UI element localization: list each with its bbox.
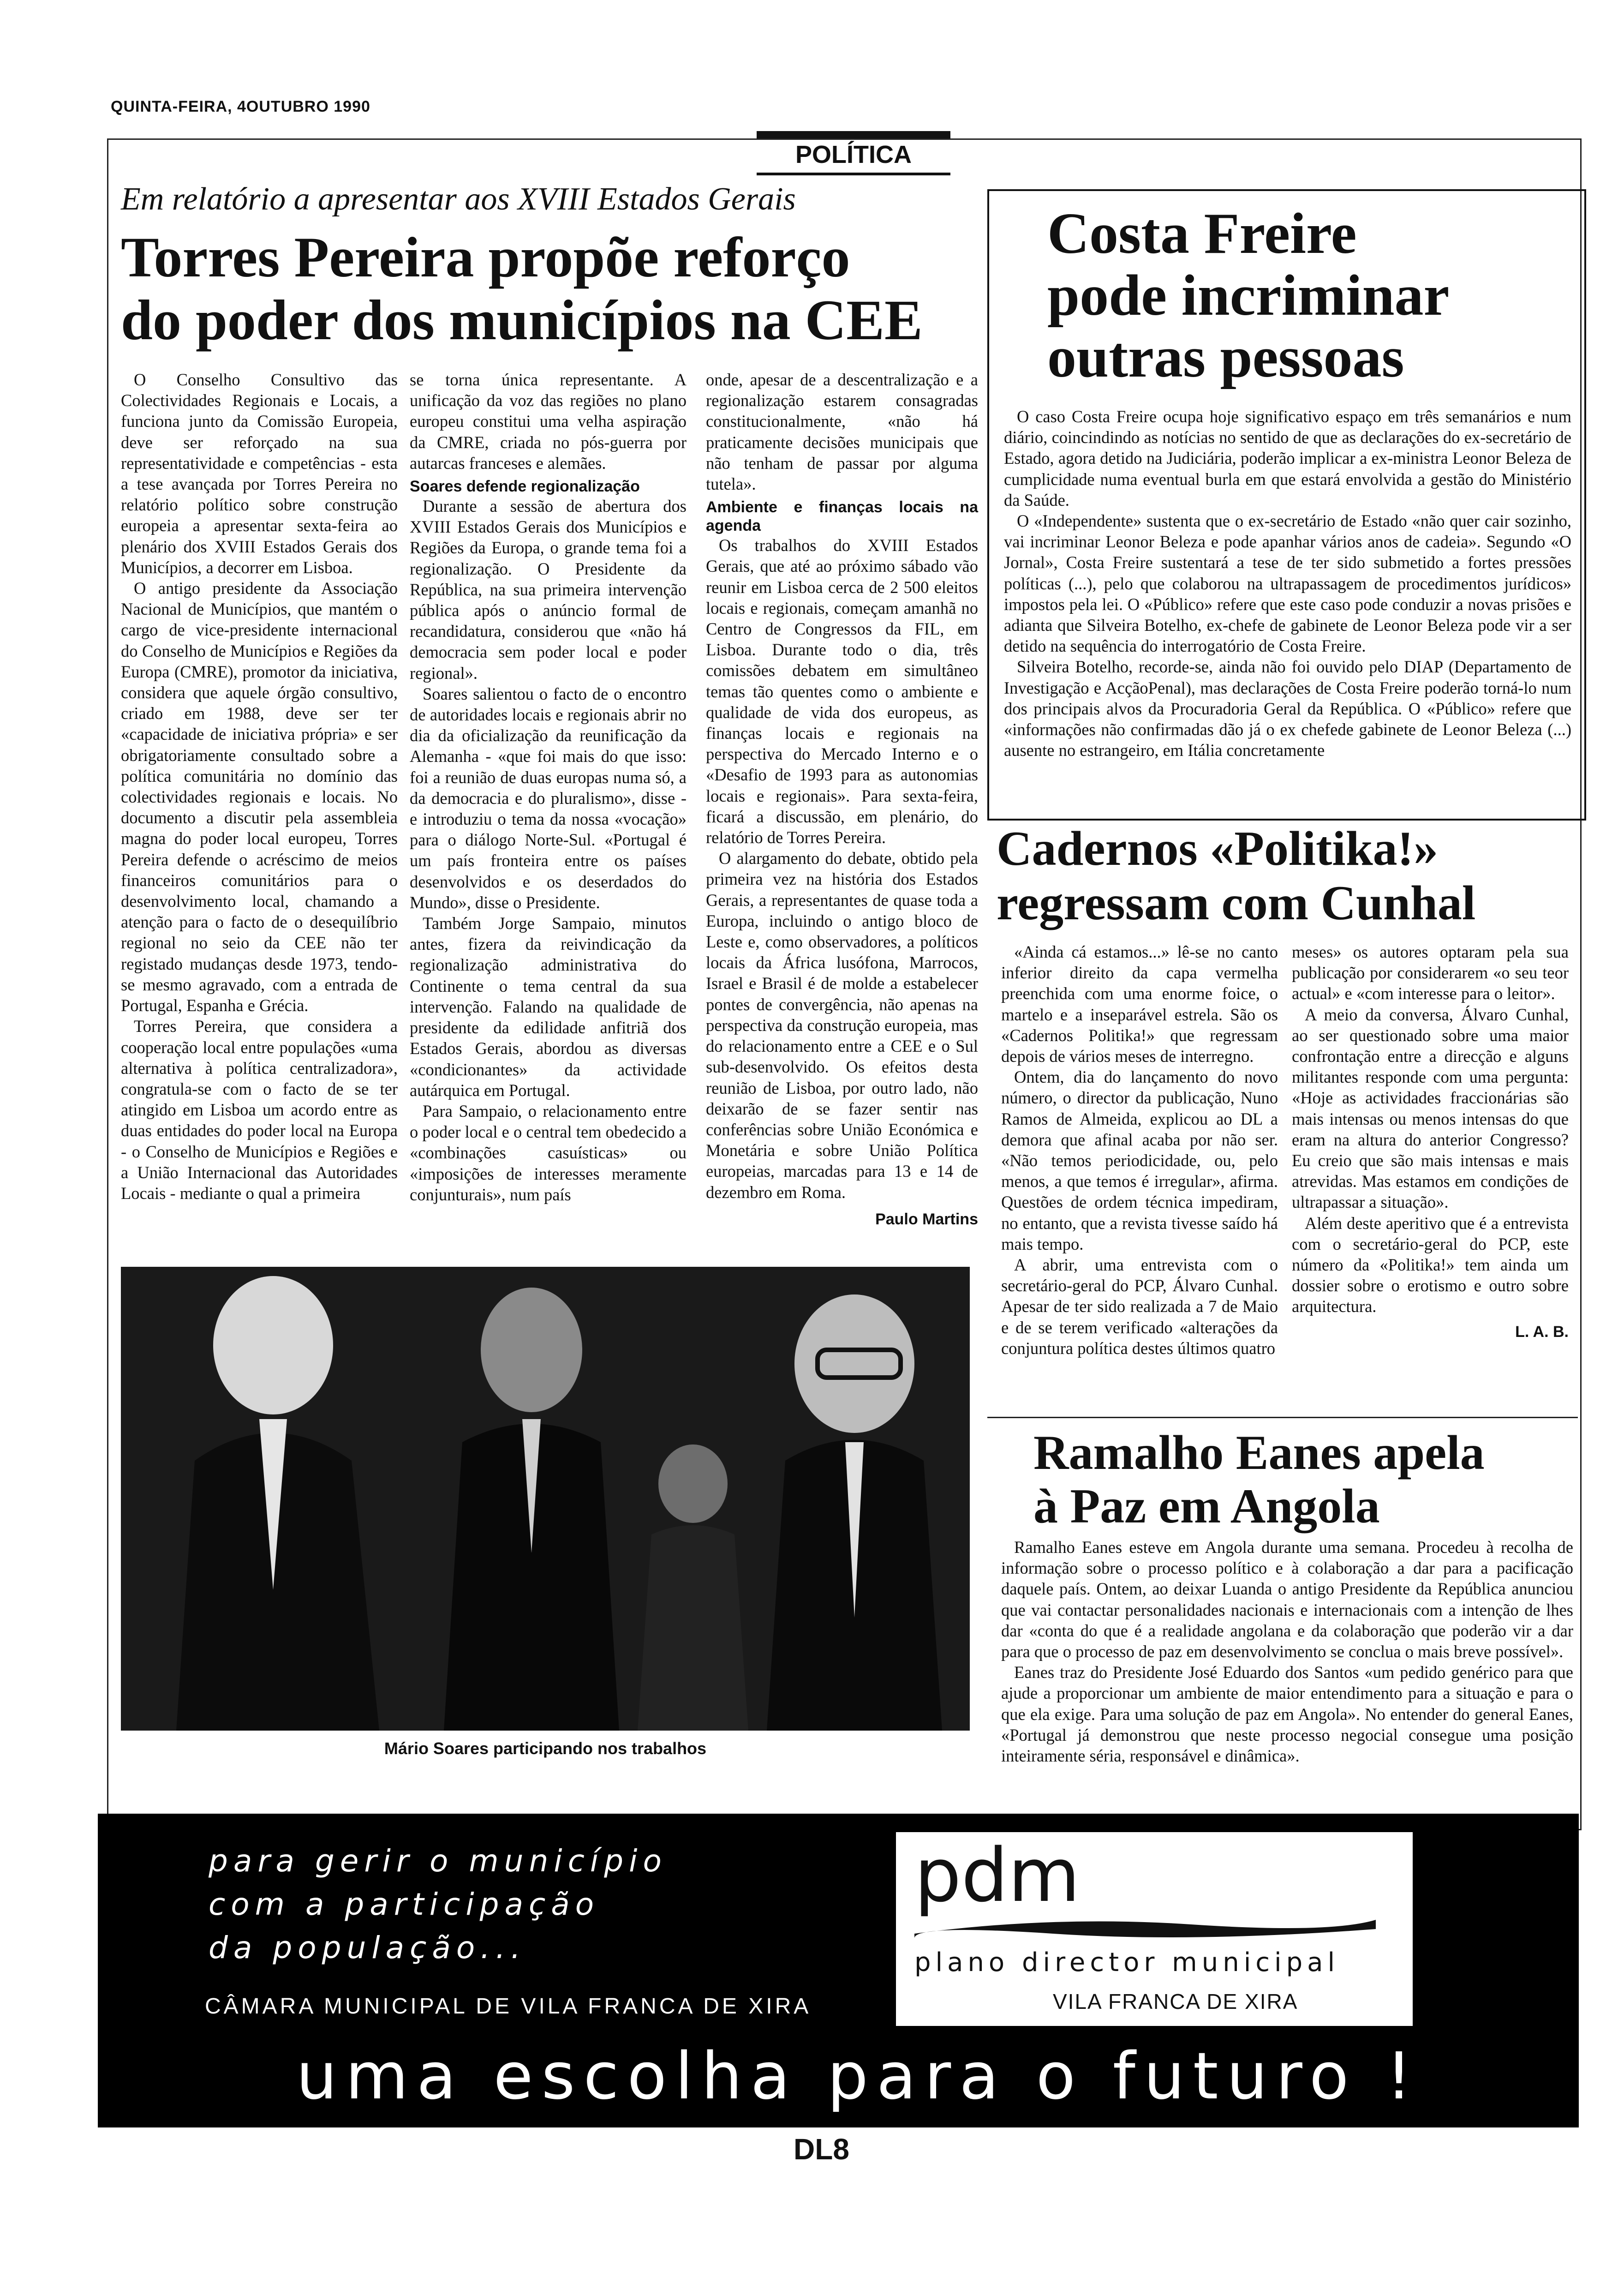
costa-headline bbox=[1047, 203, 1449, 389]
ad-line2: com a participação bbox=[209, 1887, 600, 1922]
paragraph: Ontem, dia do lançamento do novo número, o director da publicação, Nuno Ramos de Almeida, explicou ao DL a demora que afinal acaba por não ser. «Não temos periodicidade, ou, pelo menos, a que temos é irregular», afirma. Questões de ordem técnica impediram, no entanto, que a revista tivesse saído há mais tempo. bbox=[1001, 1067, 1278, 1253]
paragraph: meses» os autores optaram pela sua publicação por considerarem «o seu teor actual» e «com interesse para o leitor». bbox=[1292, 942, 1569, 1003]
paragraph: Torres Pereira, que considera a cooperação local entre populações «uma alternativa à política centralizadora», congratula-se com o facto de se ter atingido em Lisboa um acordo entre as duas entidades do poder local na Europa - o Conselho de Municípios e Regiões e a União Internacional das Autoridades Locais - mediante o qual a primeira bbox=[121, 1017, 398, 1203]
subheading: Soares defende regionalização bbox=[410, 478, 640, 496]
cadernos-headline bbox=[997, 821, 1475, 930]
section-label: POLÍTICA bbox=[795, 141, 912, 168]
cadernos-headline-line1: Cadernos «Politika!» bbox=[997, 821, 1438, 875]
main-headline-line2: do poder dos municípios na CEE bbox=[121, 288, 923, 352]
paragraph: Também Jorge Sampaio, minutos antes, fizera da reivindicação da regionalização administrativa do Continente o tema central da sua intervenção. Falando na qualidade de presidente da edilidade anfitriã dos Estados Gerais, abordou as diversas «condicionantes» da actividade autárquica em Portugal. bbox=[410, 914, 687, 1100]
photo-caption: Mário Soares participando nos trabalhos bbox=[384, 1739, 707, 1758]
byline: Paulo Martins bbox=[875, 1210, 978, 1228]
paragraph: Além deste aperitivo que é a entrevista com o secretário-geral do PCP, este número da «Politika!» tem ainda um dossier sobre o erotismo e outro sobre arquitectura. bbox=[1292, 1213, 1569, 1316]
paragraph: onde, apesar de a descentralização e a regionalização estarem consagradas constitucionalmente, «não há praticamente decisões municipais que não tenham de passar por alguma tutela». bbox=[706, 370, 978, 494]
main-col-1 bbox=[121, 369, 398, 1204]
paragraph: Eanes traz do Presidente José Eduardo dos Santos «um pedido genérico para que ajude a proporcionar um ambiente de maior entendimento para a situação e para o que ela exige. Para uma solução de paz em Angola». No entender do general Eanes, «Portugal já demonstrou que neste processo negocial consegue uma posição inteiramente séria, responsável e dinâmica». bbox=[1001, 1663, 1573, 1766]
paragraph: O Conselho Consultivo das Colectividades Regionais e Locais, a funciona junto da Comissão Europeia, deve ser reforçado na sua representatividade e competências - esta a tese avançada por Torres Pereira no relatório político sobre construção europeia a apresentar sexta-feira ao plenário dos XVIII Estados Gerais dos Municípios, a decorrer em Lisboa. bbox=[121, 370, 398, 577]
photo-people-illustration bbox=[121, 1267, 970, 1731]
cadernos-col-2 bbox=[1292, 941, 1569, 1342]
paragraph: A abrir, uma entrevista com o secretário-geral do PCP, Álvaro Cunhal. Apesar de ter sido realizada a 7 de Maio e de se terem verificado «alterações da conjuntura política destes últimos quatro bbox=[1001, 1255, 1278, 1358]
ramalho-headline bbox=[1033, 1426, 1485, 1533]
paragraph: O alargamento do debate, obtido pela primeira vez na história dos Estados Gerais, a representantes de quase toda a Europa, incluindo o antigo bloco de Leste e, como observadores, a políticos locais da África lusófona, Marrocos, Israel e Brasil é de molde a estabelecer pontes de convergência, não apenas na perspectiva da construção europeia, mas do relacionamento entre a CEE e o Sul sub-desenvolvido. Os efeitos desta reunião de Lisboa, por outro lado, não deixarão de se fazer sentir nas conferências sobre União Económica e Monetária e sobre União Política europeias, marcadas para 13 e 14 de dezembro em Roma. bbox=[706, 849, 978, 1202]
paragraph: Para Sampaio, o relacionamento entre o poder local e o central tem obedecido a «combinações casuísticas» ou «imposições de interesses meramente conjunturais», num país bbox=[410, 1101, 687, 1204]
ad-slogan: uma escolha para o futuro ! bbox=[296, 2040, 1579, 2114]
ad-camara: CÂMARA MUNICIPAL DE VILA FRANCA DE XIRA bbox=[205, 1994, 812, 2019]
costa-text bbox=[1004, 406, 1571, 761]
paragraph: se torna única representante. A unificação da voz das regiões no plano europeu constitui uma velha aspiração da CMRE, criada no pós-guerra por autarcas franceses e alemães. bbox=[410, 370, 687, 473]
byline: L. A. B. bbox=[1515, 1323, 1569, 1341]
main-headline-line1: Torres Pereira propõe reforço bbox=[121, 226, 850, 289]
cadernos-headline-line2: regressam com Cunhal bbox=[997, 876, 1476, 930]
subheading: Ambiente e finanças locais na agenda bbox=[706, 498, 978, 535]
ramalho-text bbox=[1001, 1537, 1573, 1766]
costa-headline-line1: Costa Freire bbox=[1047, 202, 1357, 266]
ramalho-headline-line1: Ramalho Eanes apela bbox=[1033, 1426, 1485, 1480]
paragraph: Os trabalhos do XVIII Estados Gerais, que até ao próximo sábado vão reunir em Lisboa cerca de 2 500 eleitos locais e regionais, começam amanhã no Centro de Congressos da FIL, em Lisboa. Durante todo o dia, três comissões debatem em simultâneo temas tão quentes como o ambiente e qualidade de vida dos europeus, as finanças locais e regionais na perspectiva do Mercado Interno e o «Desafio de 1993 para as autonomias locais e regionais». Para sexta-feira, ficará a discussão, em plenário, do relatório de Torres Pereira. bbox=[706, 536, 978, 847]
pdm-brush-stroke bbox=[914, 1915, 1376, 1943]
ramalho-headline-line2: à Paz em Angola bbox=[1033, 1479, 1380, 1533]
section-rule bbox=[757, 173, 950, 175]
paragraph: A meio da conversa, Álvaro Cunhal, ao ser questionado sobre uma maior confrontação entre a direcção e alguns militantes responde com uma pergunta: «Hoje as actividades fraccionárias são mais intensas ou menos intensas do que eram na altura do anterior Congresso? Eu creio que são mais intensas e mais atrevidas. Mas estamos em condições de ultrapassar a situação». bbox=[1292, 1005, 1569, 1212]
paragraph: O «Independente» sustenta que o ex-secretário de Estado «não quer cair sozinho, vai incriminar Leonor Beleza e pode apanhar vários anos de cadeia». Segundo «O Jornal», Costa Freire sustentará a tese de ter sido submetido a fortes pressões políticas (...), pelo que colaborou na ultrapassagem de procedimentos jurídicos» impostos pela lei. O «Público» refere que este caso pode conduzir a novas prisões e adianta que Silveira Botelho, ex-chefe de gabinete de Leonor Beleza pode vir a ser detido na sequência do interrogatório de Costa Freire. bbox=[1004, 511, 1571, 656]
paragraph: Ramalho Eanes esteve em Angola durante uma semana. Procedeu à recolha de informação sobre o processo político e à colaboração a dar para a pacificação daquele país. Ontem, ao deixar Luanda o antigo Presidente da República anunciou que vai contactar personalidades nacionais e internacionais com a intenção de lhes dar «conta do que é a realidade angolana e da colaboração que poderão vir a dar para que o processo de paz em desenvolvimento se conclua o mais breve possível». bbox=[1001, 1538, 1573, 1661]
dateline: QUINTA-FEIRA, 4OUTUBRO 1990 bbox=[111, 98, 370, 115]
ad-line1: para gerir o município bbox=[209, 1843, 667, 1879]
paragraph: Durante a sessão de abertura dos XVIII Estados Gerais dos Municípios e Regiões da Europa, o grande tema foi a regionalização. O Presidente da República, na sua primeira intervenção pública após o anúncio formal de recandidatura, considerou que «não há democracia sem poder local e poder regional». bbox=[410, 497, 687, 683]
costa-headline-line2: pode incriminar bbox=[1047, 264, 1450, 328]
costa-headline-line3: outras pessoas bbox=[1047, 325, 1404, 389]
pdm-city: VILA FRANCA DE XIRA bbox=[1053, 1989, 1298, 2013]
advertisement bbox=[98, 1814, 1579, 2127]
main-col-3 bbox=[706, 369, 978, 1230]
paragraph: Soares salientou o facto de o encontro de autoridades locais e regionais abrir no dia da oficialização da reunificação da Alemanha - «que foi mais do que isso: foi a reunião de duas europas numa só, a da democracia e do pluralismo», disse - e introduziu o tema da nossa «vocação» para o diálogo Norte-Sul. «Portugal é um país fronteira entre os países desenvolvidos e os deserdados do Mundo», disse o Presidente. bbox=[410, 684, 687, 912]
pdm-plan-name: plano director municipal bbox=[914, 1947, 1340, 1977]
paragraph: O caso Costa Freire ocupa hoje significativo espaço em três semanários e num diário, coincindindo as notícias no sentido de que as declarações do ex-secretário de Estado, agora detido na Judiciária, poderão implicar a ex-ministra Leonor Beleza de cumplicidade numa eventual burla em que estará envolvida a gestão do Ministério da Saúde. bbox=[1004, 407, 1571, 509]
main-headline bbox=[121, 226, 988, 352]
page-number: DL8 bbox=[794, 2133, 849, 2166]
paragraph: O antigo presidente da Associação Nacional de Municípios, que mantém o cargo de vice-presidente internacional do Conselho de Municípios e Regiões da Europa (CMRE), promotor da iniciativa, considera que aquele órgão consultivo, criado em 1988, deve ser ter «capacidade de iniciativa própria» e ser obrigatoriamente consultado sobre a política comunitária no domínio das colectividades regionais e locais. No documento a discutir pela assembleia magna do poder local europeu, Torres Pereira defende o acréscimo de meios financeiros comunitários para o desenvolvimento local, chamando a atenção para o facto de o desequilíbrio regional no seio da CEE não ter registado mudanças desde 1973, tendo-se mesmo agravado, com a entrada de Portugal, Espanha e Grécia. bbox=[121, 579, 398, 1015]
section-bar bbox=[757, 131, 950, 138]
main-kicker: Em relatório a apresentar aos XVIII Estados Gerais bbox=[121, 181, 796, 217]
pdm-logo: pdm bbox=[914, 1832, 1080, 1918]
news-photo bbox=[121, 1267, 970, 1731]
ad-copy bbox=[209, 1840, 667, 1970]
main-col-2 bbox=[410, 369, 687, 1205]
pdm-card bbox=[896, 1832, 1413, 2026]
ad-line3: da população... bbox=[209, 1930, 526, 1965]
paragraph: Silveira Botelho, recorde-se, ainda não foi ouvido pelo DIAP (Departamento de Investigação e AcçãoPenal), mas declarações de Costa Freire poderão torná-lo num dos principais alvos da Procuradoria Geral da República. O «Público» refere que «informações não confirmadas dão já o ex chefede gabinete de Leonor Beleza (...) ausente no estrangeiro, em Itália concretamente bbox=[1004, 657, 1571, 760]
story-divider bbox=[987, 1417, 1578, 1418]
cadernos-col-1 bbox=[1001, 941, 1278, 1359]
paragraph: «Ainda cá estamos...» lê-se no canto inferior direito da capa vermelha preenchida com uma enorme foice, o martelo e a inseparável estrela. São os «Cadernos Politika!» que regressam depois de vários meses de interregno. bbox=[1001, 942, 1278, 1066]
